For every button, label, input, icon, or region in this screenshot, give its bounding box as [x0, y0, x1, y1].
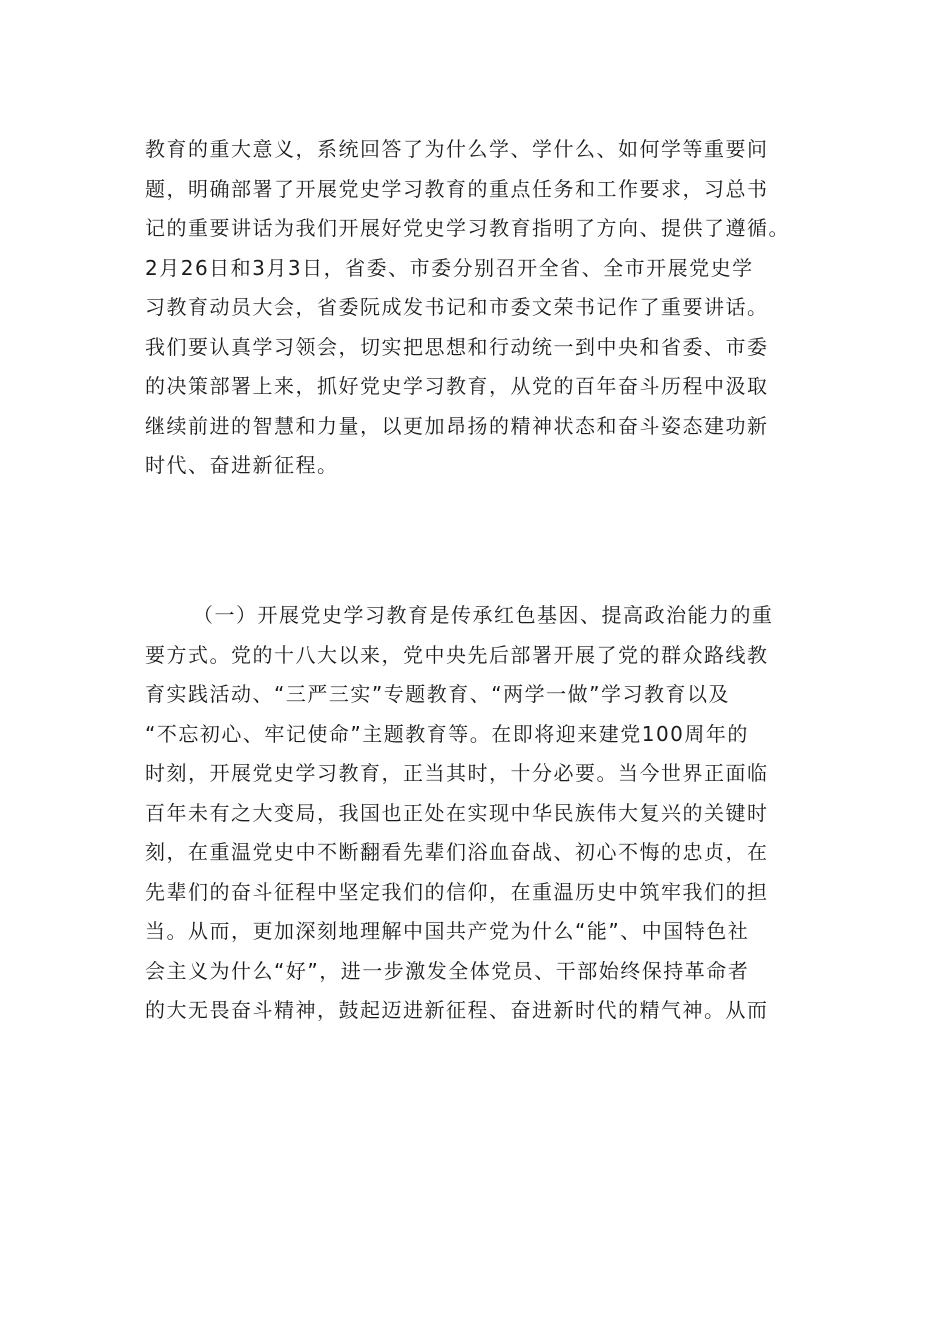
- text-line: 先辈们的奋斗征程中坚定我们的信仰，在重温历史中筑牢我们的担: [145, 879, 769, 904]
- text-line: 记的重要讲话为我们开展好党史学习教育指明了方向、提供了遵循。: [145, 216, 790, 240]
- text-line: 刻，在重温党史中不断翻看先辈们浴血奋战、初心不悔的忠贞，在: [145, 840, 769, 864]
- text-line: 育实践活动、“三严三实”专题教育、“两学一做”学习教育以及: [145, 682, 730, 706]
- text-line: 教育的重大意义，系统回答了为什么学、学什么、如何学等重要问: [145, 137, 769, 161]
- text-line: 继续前进的智慧和力量，以更加昂扬的精神状态和奋斗姿态建功新: [145, 413, 769, 438]
- text-line: 当。从而，更加深刻地理解中国共产党为什么“能”、中国特色社: [145, 919, 750, 943]
- text-line: 时代、奋进新征程。: [145, 453, 339, 477]
- text-line: 我们要认真学习领会，切实把思想和行动统一到中央和省委、市委: [145, 334, 769, 359]
- text-line: “不忘初心、牢记使命”主题教育等。在即将迎来建党100周年的: [145, 721, 749, 746]
- text-line: 百年未有之大变局，我国也正处在实现中华民族伟大复兴的关键时: [145, 800, 769, 825]
- text-line: 会主义为什么“好”，进一步激发全体党员、干部始终保持革命者: [145, 958, 750, 983]
- text-line: 的大无畏奋斗精神，鼓起迈进新征程、奋进新时代的精气神。从而: [145, 998, 769, 1022]
- paragraph-section-one: [145, 596, 805, 1031]
- text-line: 题，明确部署了开展党史学习教育的重点任务和工作要求，习总书: [145, 176, 769, 201]
- text-line: 的决策部署上来，抓好党史学习教育，从党的百年奋斗历程中汲取: [145, 374, 769, 398]
- text-line: 要方式。党的十八大以来，党中央先后部署开展了党的群众路线教: [145, 642, 769, 667]
- paragraph-continuation: [145, 130, 805, 486]
- text-line: 习教育动员大会，省委阮成发书记和市委文荣书记作了重要讲话。: [145, 295, 769, 319]
- section-heading-line: （一）开展党史学习教育是传承红色基因、提高政治能力的重: [193, 603, 774, 627]
- text-line: 时刻，开展党史学习教育，正当其时，十分必要。当今世界正面临: [145, 761, 769, 785]
- text-line: 2月26日和3月3日，省委、市委分别召开全省、全市开展党史学: [145, 255, 754, 280]
